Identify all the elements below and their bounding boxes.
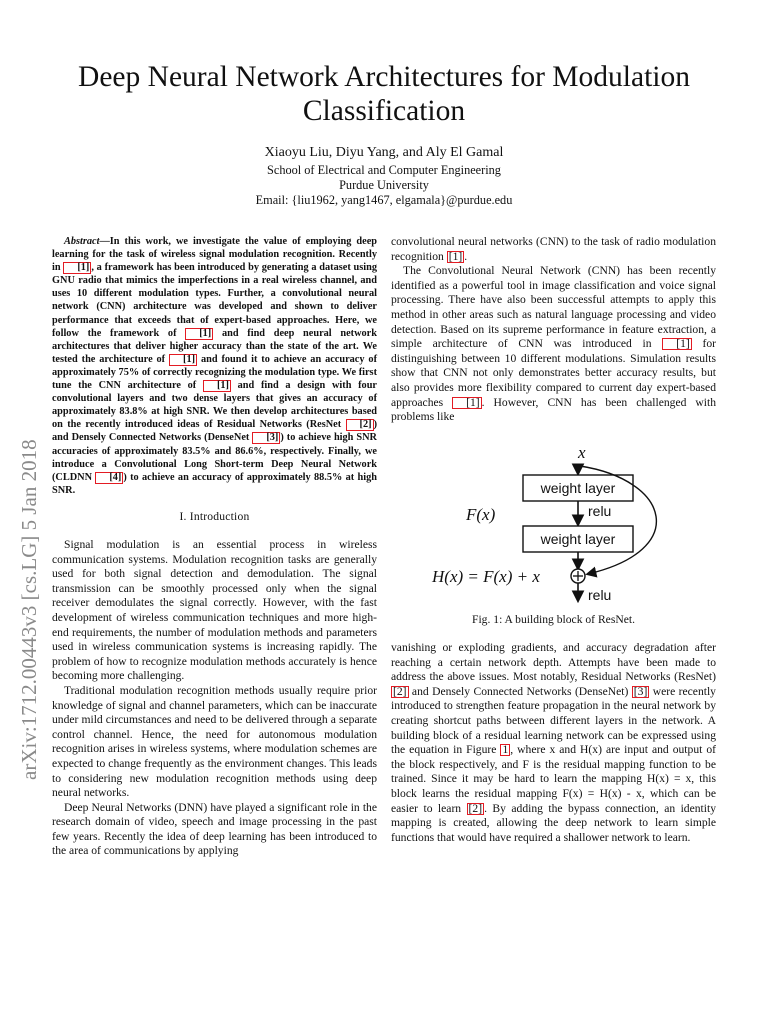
- input-x-label: x: [578, 443, 586, 462]
- affiliation-email: Email: {liu1962, yang1467, elgamala}@purdue.edu: [255, 193, 513, 207]
- abstract-text: and found it to achieve an accuracy of approximately 75% of correctly recognizing the modulation type. We first tune the CNN architecture of: [52, 353, 378, 392]
- paragraph-text: .: [464, 249, 468, 263]
- abstract-dash: —: [99, 236, 110, 247]
- weight-layer-2-label: weight layer: [540, 531, 616, 547]
- paragraph-text: , where x and H(x) are input and output of the block respectively, and F is the residual mapping function to be trained. Since it may be hard to learn the mapping H(x) = x, this block learns the residual mapping F(x) = H(x) - x, which can be easier to learn: [391, 743, 717, 815]
- paragraph: Traditional modulation recognition methods usually require prior knowledge of signal and channel parameters, which can be inaccurate under mild circumstances and need to be delivered through a separate control channel. Hence, the need for autonomous modulation recognition arises in wireless systems, where modulation schemes are expected to change frequently as the environment changes. This leads to considering new modulation recognition methods using deep neural networks.: [52, 683, 377, 800]
- abstract-text: , a framework has been introduced by generating a dataset using GNU radio that mimics the imperfections in a real wireless channel, and uses 10 different modulation types. Further, a convolutional neural network (CNN) architecture was developed and shown to deliver performance that exceeds that of expert-based approaches. Here, we follow the framework of: [52, 262, 377, 339]
- paragraph-text: convolutional neural networks (CNN) to the task of radio modulation recognition: [391, 235, 716, 263]
- section-heading-introduction: I. Introduction: [179, 510, 250, 523]
- arxiv-stamp-text: arXiv:1712.00443v3 [cs.LG] 5 Jan 2018: [17, 439, 41, 780]
- paragraph: [391, 641, 716, 845]
- abstract-text: and find a design with four convolutional layers and two dense layers that gives an accuracy of approximately 83.8% at high SNR. We then develop architectures based on the recently introduced ideas of Residual Networks (ResNet: [52, 380, 377, 431]
- citation-link[interactable]: [1]: [169, 354, 197, 366]
- citation-link[interactable]: [1]: [185, 328, 213, 340]
- citation-link[interactable]: [4]: [95, 472, 123, 484]
- citation-link[interactable]: [3]: [252, 432, 280, 444]
- abstract-text: In this work, we investigate the value of employing deep learning for the task of wireless signal modulation recognition. Recently in: [52, 236, 377, 274]
- residual-equation: H(x) = F(x) + x: [432, 567, 540, 586]
- citation-link[interactable]: [1]: [452, 397, 482, 409]
- fx-label: F(x): [466, 505, 496, 524]
- citation-link[interactable]: [1]: [63, 262, 91, 274]
- intro-left-column: [52, 538, 377, 859]
- citation-link[interactable]: [1]: [448, 249, 463, 263]
- paragraph: [391, 264, 716, 425]
- citation-link[interactable]: [2]: [393, 684, 407, 698]
- citation-link[interactable]: [1]: [203, 380, 231, 392]
- paragraph: Signal modulation is an essential process in wireless communication systems. Modulation recognition tasks are generally used for both signal detection and demodulation. The signal transmission can be smoothly processed only when the signal receiver demodulates the signal correctly. However, with the fast development of wireless communication techniques and more high-end requirements, the number of modulation methods and parameters used in wireless communication systems is increasing rapidly. The problem of how to recognize modulation methods accurately is hence becoming more challenging.: [52, 538, 377, 683]
- paragraph: [391, 235, 716, 264]
- citation-link[interactable]: [2]: [346, 419, 374, 431]
- affiliation-university: Purdue University: [339, 178, 429, 192]
- citation-link[interactable]: [2]: [468, 801, 483, 815]
- paragraph-text: . However, CNN has been challenged with problems like: [391, 395, 716, 424]
- abstract: [52, 235, 377, 497]
- citation-link[interactable]: [1]: [662, 338, 692, 350]
- relu-label-2: relu: [588, 587, 612, 603]
- abstract-text: and find deep neural network architectures that deliver higher accuracy than the state of the art. We tested the architecture of: [52, 327, 377, 365]
- intro-right-column-top: [391, 235, 716, 425]
- affiliation-school: School of Electrical and Computer Engineering: [267, 163, 501, 177]
- paragraph-text: for distinguishing between 10 different modulations. Simulation results show that CNN not only demonstrates better accuracy results, but also provides more flexibility compared to current day expert-based approaches: [391, 337, 716, 409]
- paragraph-text: The Convolutional Neural Network (CNN) has been recently identified as a powerful tool in image classification and voice signal processing. There have also been successful attempts to apply this method in other areas such as natural language processing and video detection. Based on its supreme performance in feature extraction, a simple architecture of CNN was introduced in: [391, 264, 716, 351]
- weight-layer-1-label: weight layer: [540, 480, 616, 496]
- figure-link[interactable]: 1: [502, 743, 509, 757]
- abstract-text: ) and Densely Connected Networks (DenseNet: [52, 419, 377, 444]
- citation-link[interactable]: [3]: [633, 684, 648, 698]
- paper-title: Deep Neural Network Architectures for Modulation Classification: [78, 61, 690, 127]
- figure-caption: Fig. 1: A building block of ResNet.: [472, 613, 635, 626]
- paragraph: Deep Neural Networks (DNN) have played a significant role in the research domain of video, speech and image processing in the past few years. Recently the idea of deep learning has been introduced to the area of communications by applying: [52, 800, 377, 858]
- paragraph-text: were recently introduced to strengthen feature propagation in the neural network by creating shortcut paths between different layers in the network. A building block of a residual learning network can be expressed using the equation in Figure: [391, 684, 716, 757]
- paragraph-text: and Densely Connected Networks (DenseNet): [408, 684, 632, 698]
- abstract-text: ) to achieve an accuracy of approximately 88.5% at high SNR.: [52, 471, 377, 496]
- arxiv-side-stamp: [14, 312, 44, 782]
- paragraph-text: vanishing or exploding gradients, and accuracy degradation after reaching a certain network depth. Attempts have been made to address the above issues. Most notably, Residual Networks (ResNet): [391, 641, 716, 684]
- relu-label-1: relu: [588, 503, 612, 519]
- intro-right-column-bottom: [391, 641, 716, 845]
- authors: Xiaoyu Liu, Diyu Yang, and Aly El Gamal: [264, 145, 504, 160]
- paragraph-text: . By adding the bypass connection, an identity mapping is created, allowing the deep network to learn simple functions that would have required a shallower network to learn.: [391, 801, 716, 844]
- abstract-text: ) to achieve high SNR accuracies of approximately 83.5% and 86.6%, respectively. Finally, we introduce a Convolutional Long Short-term Deep Neural Network (CLDNN: [52, 432, 377, 483]
- resnet-figure: [420, 440, 700, 610]
- abstract-lead: Abstract: [64, 236, 100, 247]
